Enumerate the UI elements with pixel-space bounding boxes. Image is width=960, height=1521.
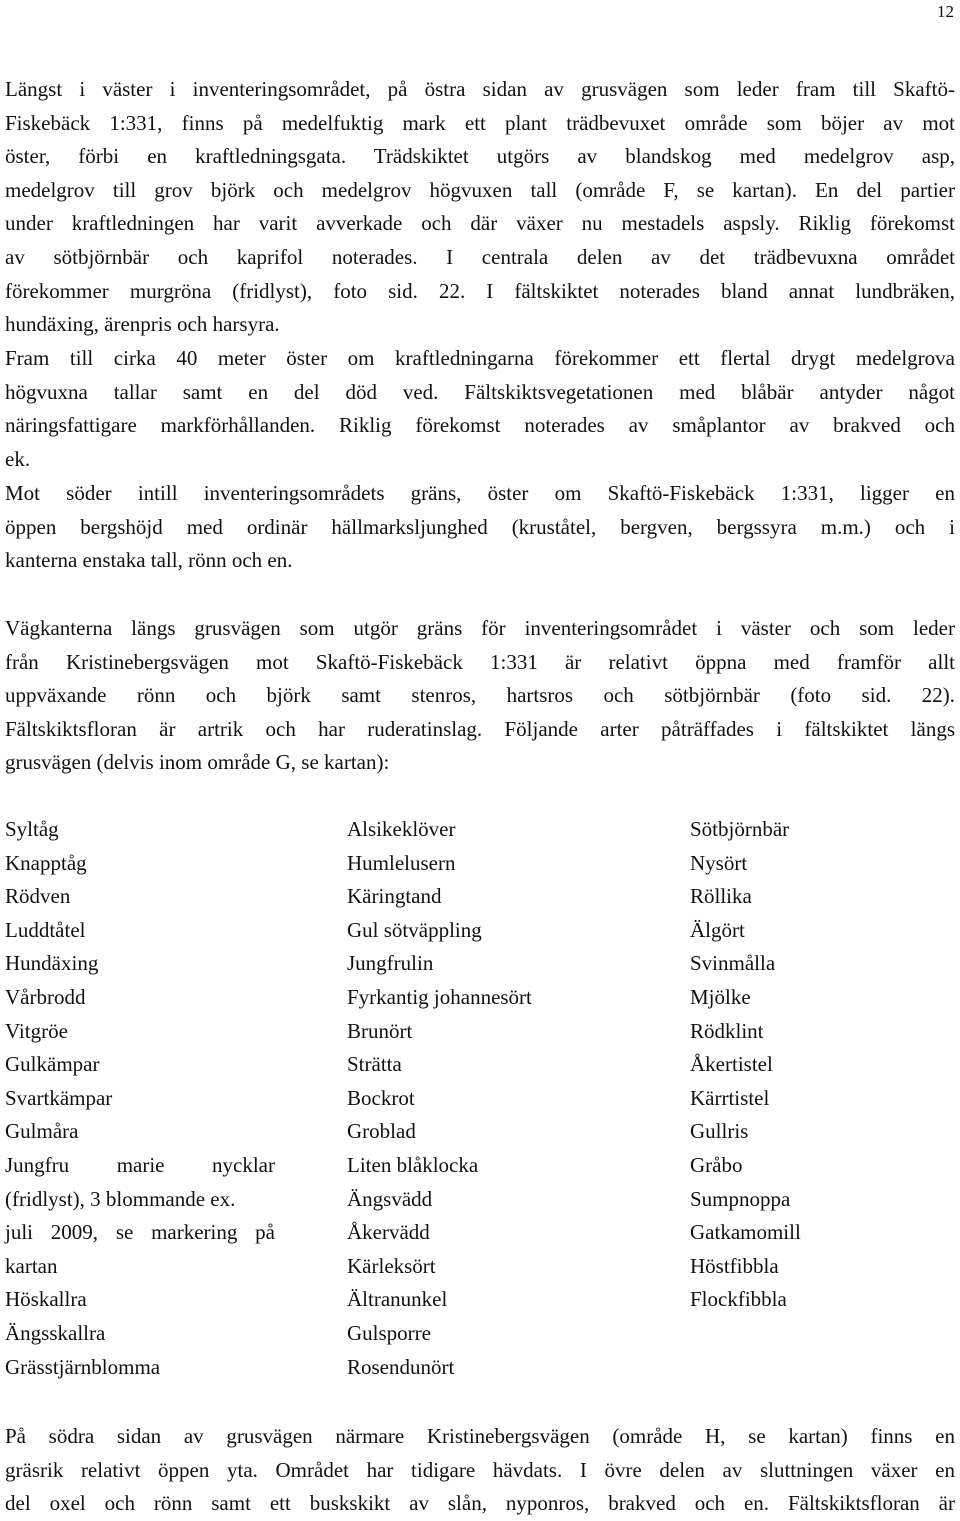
species-item: Ängsvädd: [347, 1186, 433, 1211]
species-item: Kärleksört: [347, 1253, 436, 1278]
species-item: Sumpnoppa: [690, 1186, 791, 1211]
paragraph-pine-trees: [5, 342, 955, 476]
species-item: Flockfibbla: [690, 1287, 787, 1312]
text-line: näringsfattigare markförhållanden. Riklig förekomst noterades av småplantor av brakved och: [5, 413, 955, 438]
species-item: Ängsskallra: [5, 1320, 106, 1345]
species-item: Mjölke: [690, 984, 751, 1009]
species-item: Rödven: [5, 884, 71, 909]
species-column-1: [5, 813, 275, 1384]
species-item: Käringtand: [347, 884, 442, 909]
species-item: Hundäxing: [5, 951, 99, 976]
species-item: Röllika: [690, 884, 752, 909]
species-item: Grässtjärnblomma: [5, 1354, 161, 1379]
species-item: Åkertistel: [690, 1052, 773, 1077]
text-line: Längst i väster i inventeringsområdet, på östra sidan av grusvägen som leder fram till Skaftö-: [5, 77, 955, 101]
species-item: Ältranunkel: [347, 1287, 448, 1312]
species-note: juli 2009, se markering på: [5, 1220, 275, 1245]
species-item: Svartkämpar: [5, 1085, 113, 1110]
species-column-2: [347, 813, 647, 1384]
species-item: Liten blåklocka: [347, 1152, 479, 1177]
species-item: Syltåg: [5, 817, 59, 841]
text-line: Fram till cirka 40 meter öster om kraftledningarna förekommer ett flertal drygt medelgrova: [5, 346, 955, 370]
text-line: förekommer murgröna (fridlyst), foto sid. 22. I fältskiktet noterades bland annat lundbräken,: [5, 278, 955, 303]
species-item: Höskallra: [5, 1287, 87, 1312]
species-item: Fyrkantig johannesört: [347, 984, 532, 1009]
text-line: uppväxande rönn och björk samt stenros, hartsros och sötbjörnbär (foto sid. 22).: [5, 683, 955, 708]
species-note: (fridlyst), 3 blommande ex.: [5, 1186, 236, 1211]
species-note: kartan: [5, 1253, 58, 1278]
species-item: Kärrtistel: [690, 1085, 770, 1110]
text-line: gräsrik relativt öppen yta. Området har tidigare hävdats. I övre delen av sluttningen växer en: [5, 1457, 955, 1482]
species-item: Gul sötväppling: [347, 917, 482, 942]
species-item: Vitgröe: [5, 1018, 68, 1043]
species-item: Brunört: [347, 1018, 413, 1043]
species-item: Höstfibbla: [690, 1253, 779, 1278]
species-item: Nysört: [690, 850, 748, 875]
text-line: från Kristinebergsvägen mot Skaftö-Fiskebäck 1:331 är relativt öppna med framför allt: [5, 649, 955, 674]
species-item: Rosendunört: [347, 1354, 455, 1379]
text-line: Fiskebäck 1:331, finns på medelfuktig mark ett plant trädbevuxet område som böjer av mot: [5, 110, 955, 135]
paragraph-forest-area: [5, 73, 955, 342]
species-item: Gulsporre: [347, 1320, 431, 1345]
text-line: del oxel och rönn samt ett buskskikt av slån, nyponros, brakved och en. Fältskiktsfloran är: [5, 1491, 955, 1516]
species-item: Älgört: [690, 917, 745, 942]
species-item: Knapptåg: [5, 850, 87, 875]
species-item: Groblad: [347, 1119, 416, 1144]
species-item: Rödklint: [690, 1018, 764, 1043]
text-line: grusvägen (delvis inom område G, se kartan):: [5, 750, 390, 775]
paragraph-rock-heath: [5, 477, 955, 578]
text-line: Mot söder intill inventeringsområdets gräns, öster om Skaftö-Fiskebäck 1:331, ligger en: [5, 481, 955, 505]
species-item: Svinmålla: [690, 951, 776, 976]
species-column-3: [690, 813, 955, 1317]
text-line: högvuxna tallar samt en del död ved. Fältskiktsvegetationen med blåbär antyder något: [5, 379, 955, 404]
species-item: Luddtåtel: [5, 917, 86, 942]
text-line: medelgrov till grov björk och medelgrov högvuxen tall (område F, se kartan). En del partier: [5, 177, 955, 202]
text-line: kanterna enstaka tall, rönn och en.: [5, 548, 293, 573]
text-line: ek.: [5, 446, 31, 471]
species-item: Gulmåra: [5, 1119, 79, 1144]
species-item: Jungfrulin: [347, 951, 434, 976]
species-item: Åkervädd: [347, 1220, 430, 1245]
species-item: Gatkamomill: [690, 1220, 801, 1245]
text-line: av sötbjörnbär och kaprifol noterades. I centrala delen av det trädbevuxna området: [5, 244, 955, 269]
text-line: Vägkanterna längs grusvägen som utgör gräns för inventeringsområdet i väster och som leder: [5, 616, 955, 640]
text-line: öster, förbi en kraftledningsgata. Trädskiktet utgörs av blandskog med medelgrov asp,: [5, 144, 955, 169]
species-item: Gullris: [690, 1119, 749, 1144]
species-item: Gråbo: [690, 1152, 743, 1177]
species-item: Bockrot: [347, 1085, 415, 1110]
text-line: hundäxing, ärenpris och harsyra.: [5, 312, 280, 337]
text-line: öppen bergshöjd med ordinär hällmarksljunghed (kruståtel, bergven, bergssyra m.m.) och i: [5, 514, 955, 539]
paragraph-south-side: [5, 1420, 955, 1521]
page-number: 12: [937, 2, 954, 21]
species-item: Alsikeklöver: [347, 817, 456, 841]
species-item: Jungfru marie nycklar: [5, 1152, 275, 1177]
species-item: Vårbrodd: [5, 984, 86, 1009]
species-list: [5, 813, 955, 1389]
text-line: På södra sidan av grusvägen närmare Kristinebergsvägen (område H, se kartan) finns en: [5, 1424, 955, 1448]
text-line: Fältskiktsfloran är artrik och har ruderatinslag. Följande arter påträffades i fältskiktet längs: [5, 716, 955, 741]
species-item: Sötbjörnbär: [690, 817, 790, 841]
species-item: Humlelusern: [347, 850, 456, 875]
species-item: Gulkämpar: [5, 1052, 100, 1077]
paragraph-road-edges: [5, 612, 955, 780]
species-item: Strätta: [347, 1052, 402, 1077]
text-line: under kraftledningen har varit avverkade och där växer nu mestadels aspsly. Riklig förekomst: [5, 211, 955, 236]
